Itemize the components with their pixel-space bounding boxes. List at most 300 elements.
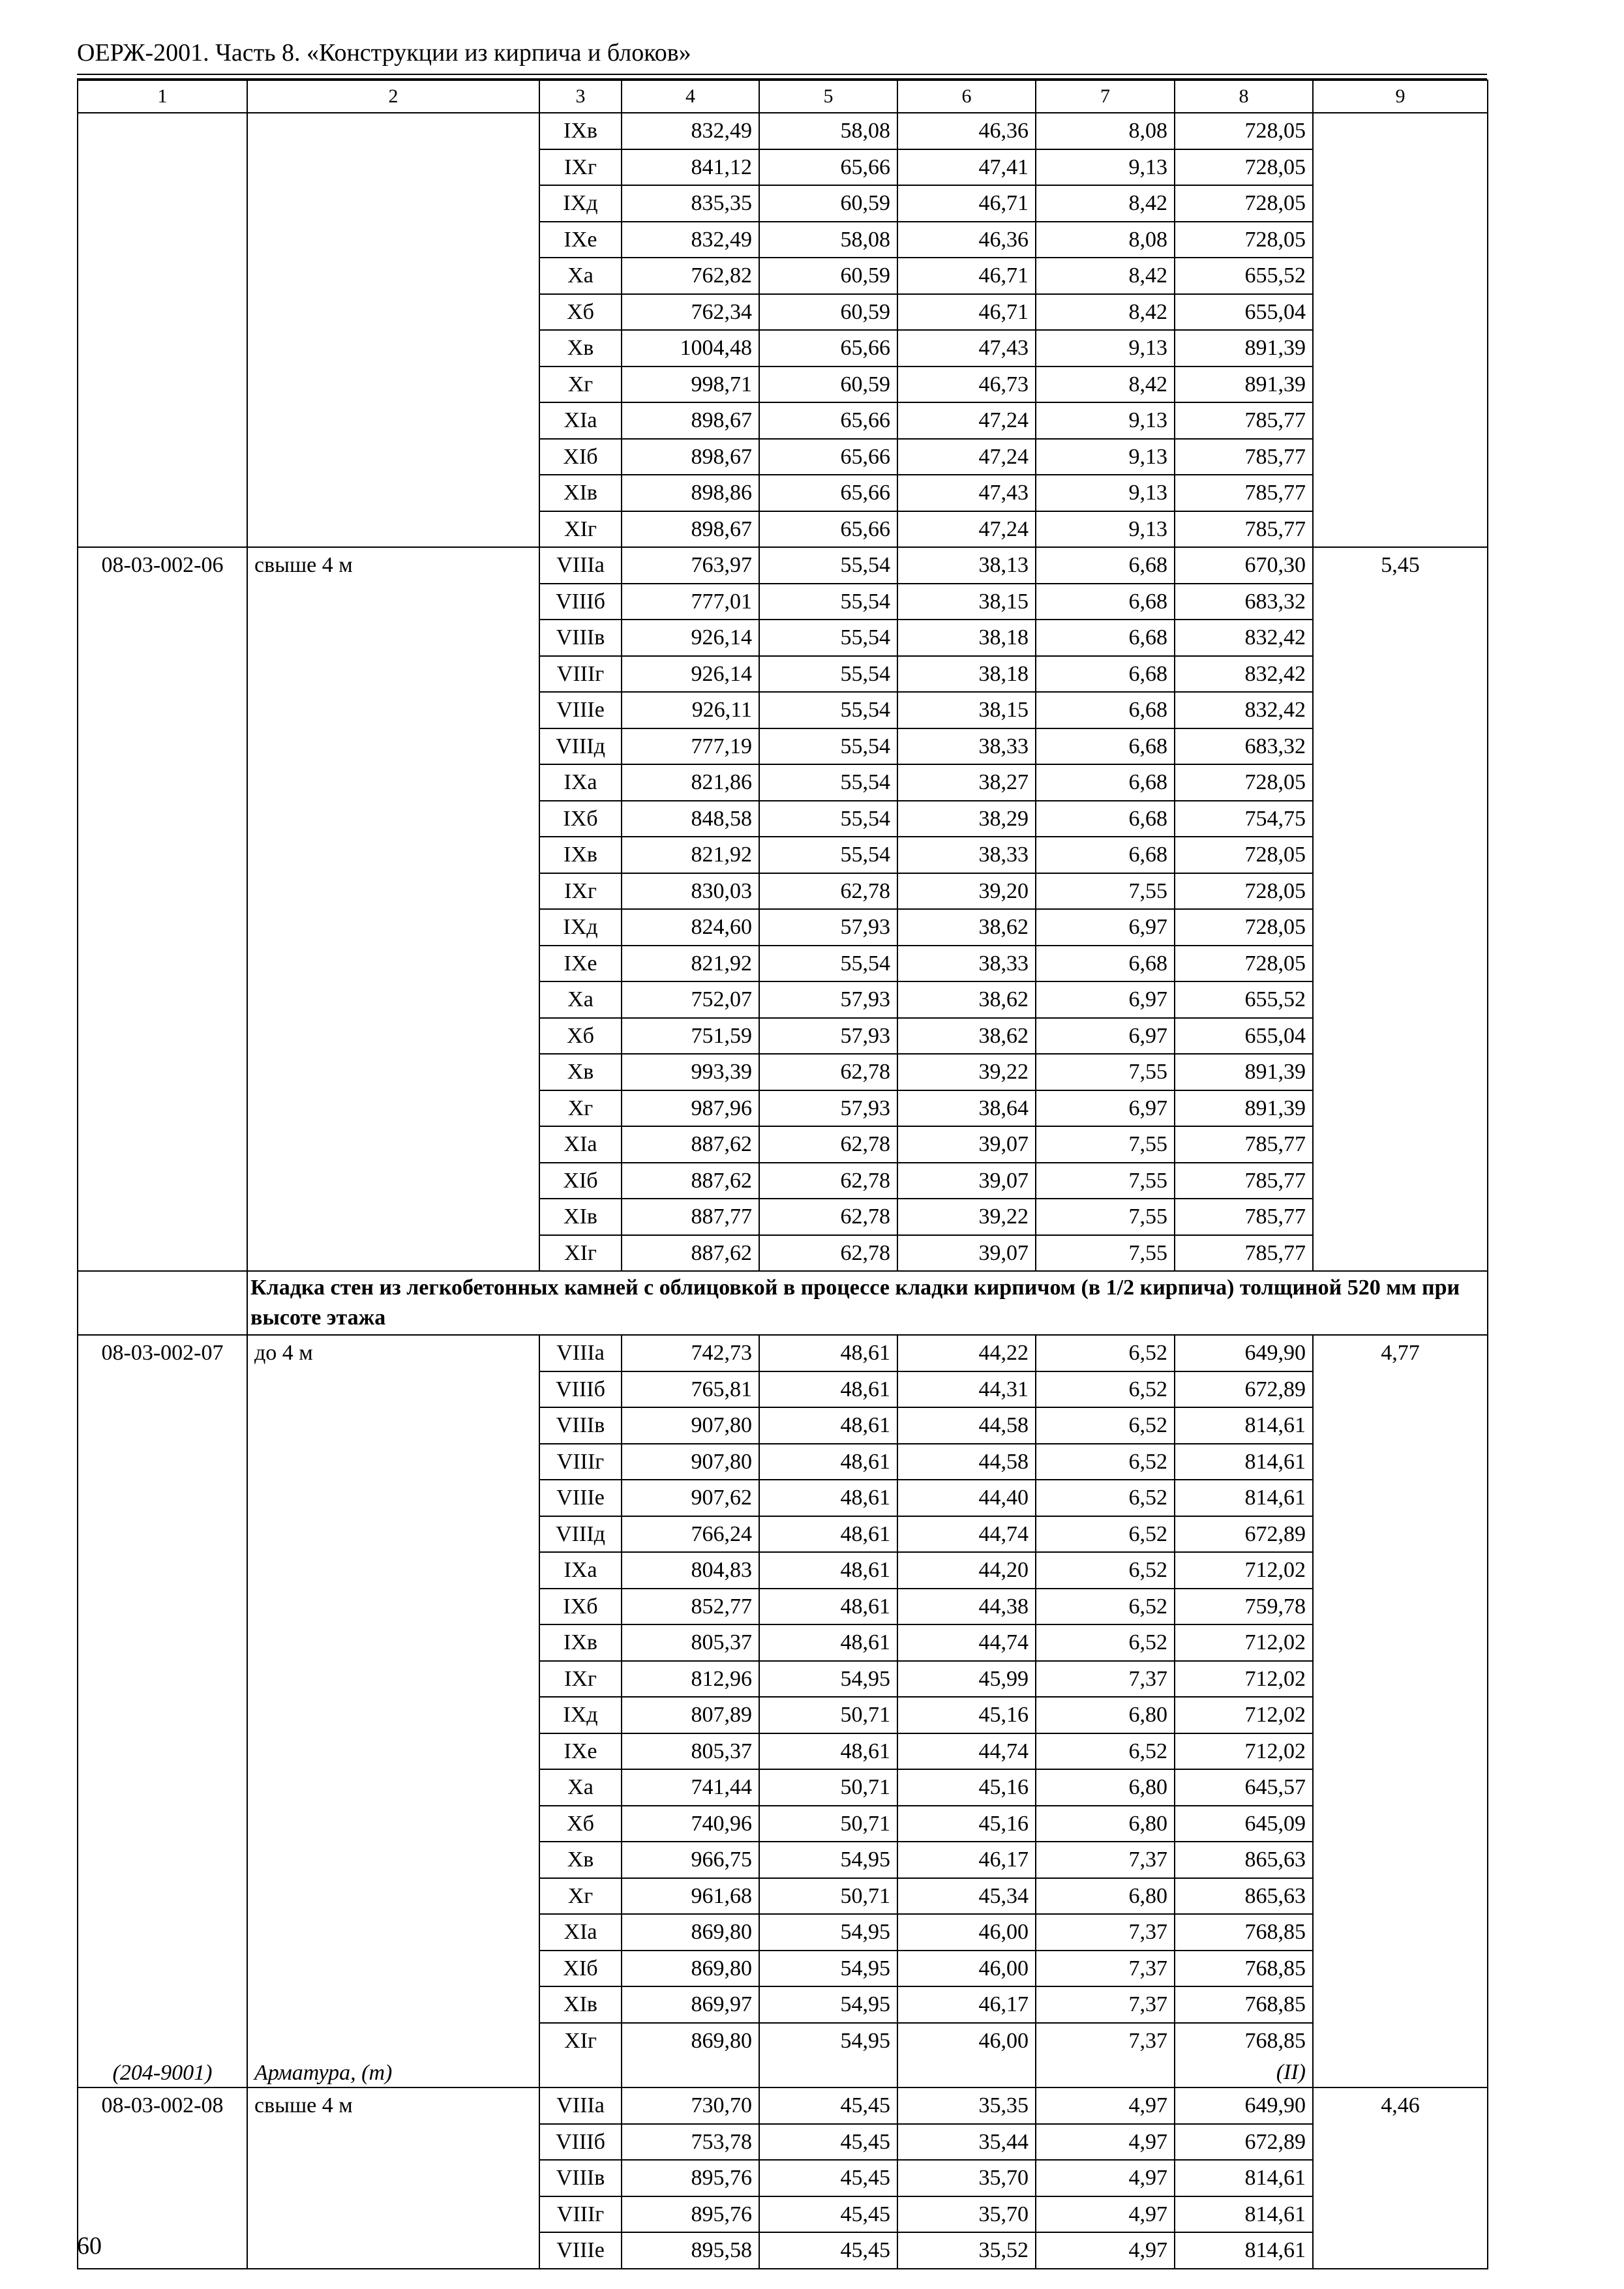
value: 6,52 xyxy=(1128,1630,1167,1654)
value: 6,52 xyxy=(1128,1558,1167,1582)
value: 46,00 xyxy=(978,1956,1029,1981)
value: 54,95 xyxy=(840,1956,890,1981)
value-cell xyxy=(622,1552,759,1589)
value-cell xyxy=(759,1090,897,1127)
value: 57,93 xyxy=(840,987,890,1011)
wall-group-cell xyxy=(539,2160,622,2196)
value-cell xyxy=(897,1842,1036,1878)
value: 44,74 xyxy=(978,1521,1029,1546)
value: 891,39 xyxy=(1244,336,1306,360)
value: 44,40 xyxy=(978,1486,1029,1510)
value-cell xyxy=(897,2124,1036,2161)
height-condition: свыше 4 м xyxy=(254,553,353,577)
value: 6,52 xyxy=(1128,1739,1167,1763)
wall-group-cell xyxy=(539,2087,622,2124)
value-cell xyxy=(622,1335,759,1371)
value-cell xyxy=(1175,439,1313,475)
value-cell xyxy=(1036,873,1175,910)
value: 728,05 xyxy=(1244,843,1306,867)
value: 814,61 xyxy=(1244,1486,1306,1510)
value: 65,66 xyxy=(840,444,890,469)
value-cell xyxy=(1175,1589,1313,1625)
value: 768,85 xyxy=(1244,2028,1306,2053)
value: 65,66 xyxy=(840,336,890,360)
value-cell xyxy=(897,2023,1036,2088)
wall-group-cell xyxy=(539,1516,622,1553)
value-cell xyxy=(1036,2087,1175,2124)
value: 6,97 xyxy=(1128,1023,1167,1048)
wall-group-cell xyxy=(539,1335,622,1371)
value-cell xyxy=(1036,1335,1175,1371)
wall-group: IXб xyxy=(563,1594,598,1619)
wall-group: VIIIд xyxy=(556,1521,605,1546)
wall-group-cell xyxy=(539,1878,622,1915)
value-cell xyxy=(759,584,897,620)
value: 898,67 xyxy=(691,516,752,541)
value-cell xyxy=(1036,439,1175,475)
value-cell xyxy=(1175,1444,1313,1480)
wall-group-cell xyxy=(539,2196,622,2233)
value-cell xyxy=(897,1054,1036,1090)
value-cell xyxy=(1175,222,1313,258)
value-cell xyxy=(897,1090,1036,1127)
value-cell xyxy=(759,1126,897,1163)
wall-group-cell xyxy=(539,584,622,620)
value: 6,68 xyxy=(1128,589,1167,614)
value: 6,97 xyxy=(1128,1096,1167,1120)
value: 45,16 xyxy=(978,1703,1029,1727)
value: 6,68 xyxy=(1128,661,1167,686)
value-cell xyxy=(1036,2232,1175,2269)
value: 730,70 xyxy=(691,2093,752,2117)
value-cell xyxy=(622,1235,759,1272)
value-cell xyxy=(759,1371,897,1408)
value-cell xyxy=(622,149,759,186)
value-cell xyxy=(759,1054,897,1090)
value-cell xyxy=(1175,1371,1313,1408)
value-cell xyxy=(897,439,1036,475)
value-cell xyxy=(622,728,759,765)
value-cell xyxy=(622,946,759,982)
value-cell xyxy=(1036,1018,1175,1055)
value-cell xyxy=(1036,547,1175,584)
wall-group-cell xyxy=(539,511,622,548)
value-cell xyxy=(622,1806,759,1842)
value-cell xyxy=(759,1235,897,1272)
value: 728,05 xyxy=(1244,770,1306,794)
value: 887,77 xyxy=(691,1204,752,1229)
value: 6,68 xyxy=(1128,806,1167,831)
value-cell xyxy=(759,1733,897,1770)
wall-group: VIIIв xyxy=(556,625,605,650)
resource-code: (204-9001) xyxy=(112,2061,213,2085)
wall-group: IXв xyxy=(564,1630,597,1654)
value: 9,13 xyxy=(1128,408,1167,432)
value-cell xyxy=(1175,1878,1313,1915)
value: 60,59 xyxy=(840,191,890,215)
value: 712,02 xyxy=(1244,1703,1306,1727)
wall-group: VIIIa xyxy=(556,1341,605,1365)
value: 46,36 xyxy=(978,119,1029,143)
value-cell xyxy=(1036,1697,1175,1733)
value-cell xyxy=(1036,584,1175,620)
value-cell xyxy=(622,1090,759,1127)
value: 805,37 xyxy=(691,1630,752,1654)
value-cell xyxy=(897,149,1036,186)
value: 6,97 xyxy=(1128,915,1167,939)
height-condition: до 4 м xyxy=(254,1341,313,1365)
wall-group-cell xyxy=(539,402,622,439)
value: 54,95 xyxy=(840,2028,890,2053)
wall-group-cell xyxy=(539,475,622,511)
value: 50,71 xyxy=(840,1775,890,1799)
value-cell xyxy=(1036,1199,1175,1235)
value: 645,57 xyxy=(1244,1775,1306,1799)
value: 55,54 xyxy=(840,589,890,614)
value: 766,24 xyxy=(691,1521,752,1546)
value: 887,62 xyxy=(691,1132,752,1156)
value-cell xyxy=(897,475,1036,511)
value: 38,27 xyxy=(978,770,1029,794)
description-cell xyxy=(247,547,539,1271)
value: 728,05 xyxy=(1244,878,1306,903)
value-cell xyxy=(622,1589,759,1625)
value: 814,61 xyxy=(1244,1413,1306,1437)
value-cell xyxy=(622,1480,759,1516)
value: 65,66 xyxy=(840,155,890,179)
value: 38,62 xyxy=(978,1023,1029,1048)
value: 6,80 xyxy=(1128,1703,1167,1727)
value: 645,09 xyxy=(1244,1811,1306,1836)
wall-group-cell xyxy=(539,1624,622,1661)
value-cell xyxy=(759,402,897,439)
value-cell xyxy=(622,1054,759,1090)
value: 926,14 xyxy=(691,625,752,650)
value-cell xyxy=(759,1697,897,1733)
value-cell xyxy=(622,801,759,837)
value: 6,68 xyxy=(1128,625,1167,650)
value-cell xyxy=(759,1552,897,1589)
value-cell xyxy=(1175,620,1313,656)
value-cell xyxy=(759,1589,897,1625)
value-cell xyxy=(622,439,759,475)
value: 891,39 xyxy=(1244,372,1306,396)
column-9-value: 4,77 xyxy=(1381,1341,1420,1365)
wall-group-cell xyxy=(539,1914,622,1951)
value: 45,16 xyxy=(978,1775,1029,1799)
value: 35,70 xyxy=(978,2166,1029,2190)
value-cell xyxy=(759,801,897,837)
value-cell xyxy=(622,2023,759,2088)
wall-group: Xг xyxy=(567,1883,594,1908)
wall-group-cell xyxy=(539,1199,622,1235)
value-cell xyxy=(622,2160,759,2196)
wall-group-cell xyxy=(539,1986,622,2023)
value-cell xyxy=(1175,837,1313,873)
value: 898,67 xyxy=(691,408,752,432)
value: 45,45 xyxy=(840,2093,890,2117)
value-cell xyxy=(897,511,1036,548)
wall-group: XIa xyxy=(564,408,597,432)
description-cell xyxy=(247,1335,539,2087)
value: 812,96 xyxy=(691,1666,752,1691)
value: 712,02 xyxy=(1244,1630,1306,1654)
value-cell xyxy=(1175,656,1313,693)
value-cell xyxy=(1175,2124,1313,2161)
value: 45,34 xyxy=(978,1883,1029,1908)
value-cell xyxy=(1036,475,1175,511)
value: 7,37 xyxy=(1128,1992,1167,2016)
value-cell xyxy=(1175,1054,1313,1090)
value: 898,67 xyxy=(691,444,752,469)
value: 848,58 xyxy=(691,806,752,831)
value-cell xyxy=(1175,185,1313,222)
wall-group: IXб xyxy=(563,806,598,831)
value-cell xyxy=(759,909,897,946)
value-cell xyxy=(622,547,759,584)
value: 60,59 xyxy=(840,299,890,324)
value-cell xyxy=(622,2232,759,2269)
wall-group: XIб xyxy=(563,1168,598,1193)
value-cell xyxy=(1175,1661,1313,1698)
value-cell xyxy=(759,728,897,765)
value-cell xyxy=(1175,1552,1313,1589)
value: 728,05 xyxy=(1244,155,1306,179)
value: 6,68 xyxy=(1128,770,1167,794)
value-cell xyxy=(1036,1516,1175,1553)
value: 46,00 xyxy=(978,1920,1029,1944)
value: 832,49 xyxy=(691,227,752,252)
value-cell xyxy=(1036,330,1175,367)
value: 55,54 xyxy=(840,770,890,794)
value-cell xyxy=(759,946,897,982)
value-cell xyxy=(622,1842,759,1878)
value: 814,61 xyxy=(1244,2202,1306,2226)
value-cell xyxy=(759,2160,897,2196)
value: 48,61 xyxy=(840,1594,890,1619)
value: 44,22 xyxy=(978,1341,1029,1365)
value: 48,61 xyxy=(840,1486,890,1510)
value-cell xyxy=(1036,185,1175,222)
value: 48,61 xyxy=(840,1630,890,1654)
value: 777,19 xyxy=(691,734,752,758)
value: 7,55 xyxy=(1128,878,1167,903)
value-cell xyxy=(622,1407,759,1444)
value: 47,24 xyxy=(978,516,1029,541)
wall-group: Xa xyxy=(567,987,594,1011)
value-cell xyxy=(622,1018,759,1055)
value-cell xyxy=(622,1624,759,1661)
value: 895,76 xyxy=(691,2202,752,2226)
value-cell xyxy=(897,1516,1036,1553)
value: 6,52 xyxy=(1128,1521,1167,1546)
wall-group-cell xyxy=(539,1480,622,1516)
value-cell xyxy=(1036,1951,1175,1987)
page-number: 60 xyxy=(77,2232,102,2260)
wall-group-cell xyxy=(539,2232,622,2269)
value: 57,93 xyxy=(840,1096,890,1120)
wall-group-cell xyxy=(539,873,622,910)
value-cell xyxy=(622,1986,759,2023)
value-cell xyxy=(1175,1914,1313,1951)
value-cell xyxy=(759,1842,897,1878)
value-cell xyxy=(1175,1951,1313,1987)
value: 869,80 xyxy=(691,1920,752,1944)
value: 777,01 xyxy=(691,589,752,614)
value: 6,52 xyxy=(1128,1377,1167,1401)
value-cell xyxy=(1175,1769,1313,1806)
value: 763,97 xyxy=(691,553,752,577)
value-cell xyxy=(1036,222,1175,258)
value-cell xyxy=(759,1986,897,2023)
wall-group-cell xyxy=(539,1090,622,1127)
value: 48,61 xyxy=(840,1341,890,1365)
value-cell xyxy=(1036,1407,1175,1444)
value-cell xyxy=(897,873,1036,910)
wall-group: VIIIг xyxy=(556,661,605,686)
wall-group-cell xyxy=(539,330,622,367)
value: 55,54 xyxy=(840,625,890,650)
value-cell xyxy=(1175,330,1313,367)
value-cell xyxy=(1036,149,1175,186)
wall-group: XIг xyxy=(564,1240,597,1265)
value: 60,59 xyxy=(840,372,890,396)
value: 759,78 xyxy=(1244,1594,1306,1619)
value: 966,75 xyxy=(691,1848,752,1872)
wall-group-cell xyxy=(539,1552,622,1589)
value: 35,44 xyxy=(978,2129,1029,2154)
value: 55,54 xyxy=(840,951,890,976)
value: 740,96 xyxy=(691,1811,752,1836)
value-cell xyxy=(897,113,1036,149)
value: 807,89 xyxy=(691,1703,752,1727)
value: 6,68 xyxy=(1128,698,1167,722)
wall-group: VIIIб xyxy=(556,1377,605,1401)
value-cell xyxy=(622,692,759,728)
value: 47,43 xyxy=(978,336,1029,360)
wall-group-cell xyxy=(539,185,622,222)
value-cell xyxy=(1036,620,1175,656)
value-cell xyxy=(759,113,897,149)
value: 907,80 xyxy=(691,1413,752,1437)
value-cell xyxy=(1036,1163,1175,1199)
value: 869,80 xyxy=(691,1956,752,1981)
description-cell xyxy=(247,2087,539,2269)
value-cell xyxy=(1036,367,1175,403)
value: 891,39 xyxy=(1244,1060,1306,1084)
wall-group: XIв xyxy=(564,481,597,505)
value-cell xyxy=(897,692,1036,728)
value-cell xyxy=(759,2196,897,2233)
value-cell xyxy=(897,1480,1036,1516)
value: 824,60 xyxy=(691,915,752,939)
value: 44,58 xyxy=(978,1413,1029,1437)
wall-group: IXе xyxy=(564,1739,597,1763)
wall-group-cell xyxy=(539,764,622,801)
value-cell xyxy=(759,330,897,367)
wall-group: IXе xyxy=(564,227,597,252)
value: 7,37 xyxy=(1128,1920,1167,1944)
value-cell xyxy=(759,873,897,910)
height-condition: свыше 4 м xyxy=(254,2093,353,2117)
value: 65,66 xyxy=(840,516,890,541)
value-cell xyxy=(1175,909,1313,946)
value-cell xyxy=(897,2087,1036,2124)
value-cell xyxy=(1175,367,1313,403)
value: 6,68 xyxy=(1128,734,1167,758)
value-cell xyxy=(1175,113,1313,149)
wall-group-cell xyxy=(539,1018,622,1055)
value: 712,02 xyxy=(1244,1558,1306,1582)
wall-group-cell xyxy=(539,1371,622,1408)
value-cell xyxy=(1036,1806,1175,1842)
value-cell xyxy=(1175,1199,1313,1235)
value-cell xyxy=(622,1163,759,1199)
value: 832,42 xyxy=(1244,625,1306,650)
value: 742,73 xyxy=(691,1341,752,1365)
value: 728,05 xyxy=(1244,191,1306,215)
value: 55,54 xyxy=(840,698,890,722)
value: 38,33 xyxy=(978,951,1029,976)
wall-group-cell xyxy=(539,439,622,475)
value: 44,20 xyxy=(978,1558,1029,1582)
value-cell xyxy=(1175,1163,1313,1199)
value: 7,37 xyxy=(1128,2028,1167,2053)
value-cell xyxy=(622,222,759,258)
value: 62,78 xyxy=(840,1132,890,1156)
value-cell xyxy=(1175,2023,1313,2088)
value: 926,11 xyxy=(691,698,752,722)
value: 38,64 xyxy=(978,1096,1029,1120)
value: 728,05 xyxy=(1244,951,1306,976)
column-number: 2 xyxy=(247,80,539,113)
value-cell xyxy=(622,584,759,620)
value: 48,61 xyxy=(840,1413,890,1437)
value-cell xyxy=(622,1126,759,1163)
value: 38,62 xyxy=(978,915,1029,939)
value: 4,97 xyxy=(1128,2093,1167,2117)
value: 65,66 xyxy=(840,408,890,432)
value-cell xyxy=(1175,1407,1313,1444)
value: 38,18 xyxy=(978,661,1029,686)
value-cell xyxy=(759,1335,897,1371)
value-cell xyxy=(759,764,897,801)
column-number: 8 xyxy=(1175,80,1313,113)
value-cell xyxy=(622,185,759,222)
value: 7,55 xyxy=(1128,1204,1167,1229)
value-cell xyxy=(759,2232,897,2269)
value-cell xyxy=(622,113,759,149)
wall-group-cell xyxy=(539,981,622,1018)
value-cell xyxy=(1036,837,1175,873)
wall-group-cell xyxy=(539,909,622,946)
value-cell xyxy=(1036,1371,1175,1408)
value: 39,20 xyxy=(978,878,1029,903)
value-cell xyxy=(1175,728,1313,765)
value: 865,63 xyxy=(1244,1883,1306,1908)
value-cell xyxy=(1175,584,1313,620)
value: 821,92 xyxy=(691,951,752,976)
value: 6,68 xyxy=(1128,553,1167,577)
value: 6,52 xyxy=(1128,1341,1167,1365)
value-cell xyxy=(1175,511,1313,548)
value: 672,89 xyxy=(1244,1377,1306,1401)
wall-group: XIг xyxy=(564,516,597,541)
value-cell xyxy=(759,149,897,186)
wall-group-cell xyxy=(539,1444,622,1480)
value-cell xyxy=(1036,511,1175,548)
wall-group: Xб xyxy=(567,1811,594,1836)
